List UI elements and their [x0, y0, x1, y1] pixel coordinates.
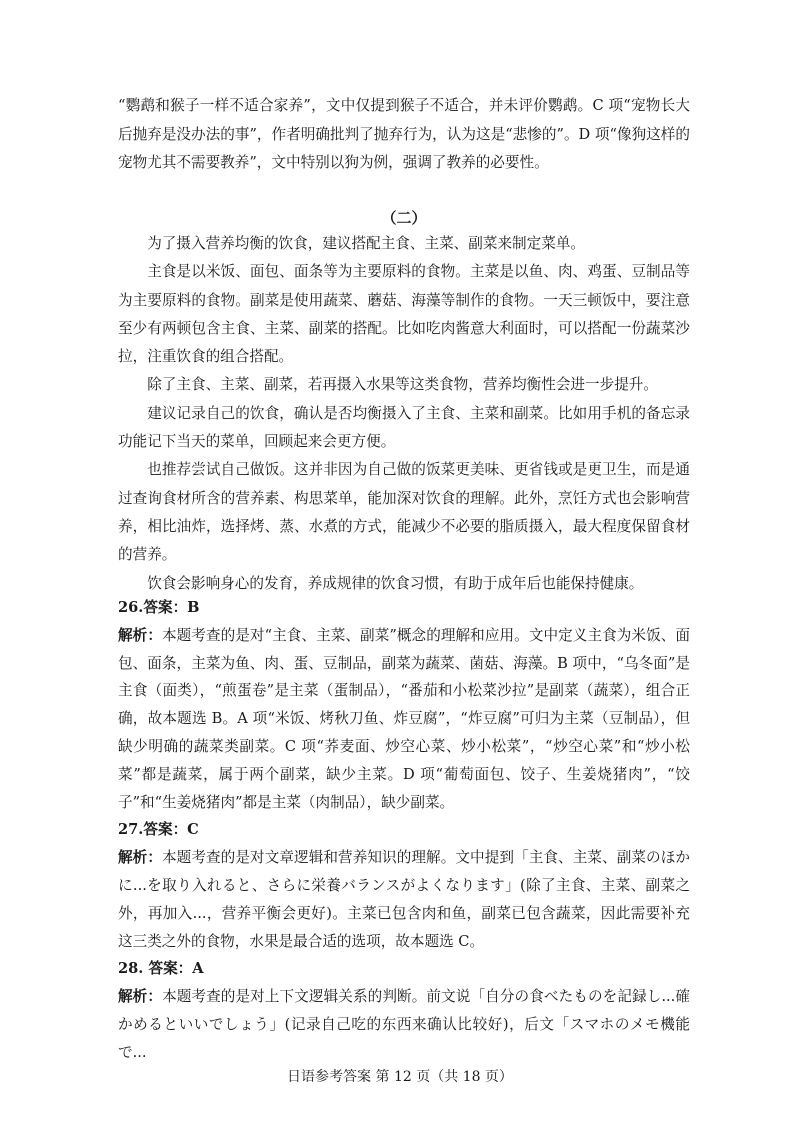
- analysis-26: [118, 622, 690, 817]
- passage-paragraph: 饮食会影响身心的发育，养成规律的饮食习惯，有助于成年后也能保持健康。: [147, 574, 644, 592]
- analysis-27: [118, 844, 690, 955]
- analysis-label: 解析：: [118, 626, 162, 644]
- analysis-28: [118, 983, 690, 1066]
- section-title: （二）: [381, 209, 427, 227]
- answer-section: [118, 594, 690, 1067]
- intro-paragraph: [118, 92, 690, 178]
- analysis-text: 本题考查的是对文章逻辑和营养知识的理解。文中提到「主食、主菜、副菜のほかに...を取り入れると、さらに栄養バランスがよくなります」(除了主食、主菜、副菜之外，再加入...，营养平衡会更好)。主菜已包含肉和鱼，副菜已包含蔬菜，因此需要补充这三类之外的食物，水果是最合适的选项，故本题选 C。: [118, 849, 690, 950]
- answer-heading-26: 26.答案：B: [118, 599, 200, 616]
- analysis-label: 解析：: [118, 849, 163, 867]
- analysis-text: 本题考查的是对上下文逻辑关系的判断。前文说「自分の食べたものを記録し...確かめるといいでしょう」(记录自己吃的东西来确认比较好)，后文「スマホのメモ機能で...: [118, 988, 690, 1061]
- analysis-label: 解析：: [118, 988, 163, 1006]
- reading-passage: [118, 230, 690, 598]
- passage-paragraph: 也推荐尝试自己做饭。这并非因为自己做的饭菜更美味、更省钱或是更卫生，而是通过查询食材所含的营养素、构思菜单，能加深对饮食的理解。此外，烹饪方式也会影响营养，相比油炸，选择烤、蒸、水煮的方式，能减少不必要的脂质摄入，最大程度保留食材的营养。: [118, 461, 690, 564]
- passage-paragraph: 建议记录自己的饮食，确认是否均衡摄入了主食、主菜和副菜。比如用手机的备忘录功能记下当天的菜单，回顾起来会更方便。: [118, 404, 690, 451]
- answer-heading-27: 27.答案：C: [118, 821, 199, 839]
- analysis-text: 本题考查的是对“主食、主菜、副菜”概念的理解和应用。文中定义主食为米饭、面包、面条，主菜为鱼、肉、蛋、豆制品，副菜为蔬菜、菌菇、海藻。B 项中，“乌冬面”是主食（面类），“煎蛋卷”是主菜（蛋制品），“番茄和小松菜沙拉”是副菜（蔬菜），组合正确，故本题选 B。A 项“米饭、烤秋刀鱼、炸豆腐”，“炸豆腐”可归为主菜（豆制品），但缺少明确的蔬菜类副菜。C 项“荞麦面、炒空心菜、炒小松菜”，“炒空心菜”和“炒小松菜”都是蔬菜，属于两个副菜，缺少主菜。D 项“葡萄面包、饺子、生姜烧猪肉”，“饺子”和“生姜烧猪肉”都是主菜（肉制品），缺少副菜。: [118, 626, 690, 811]
- passage-paragraph: 为了摄入营养均衡的饮食，建议搭配主食、主菜、副菜来制定菜单。: [147, 235, 586, 252]
- passage-paragraph: 主食是以米饭、面包、面条等为主要原料的食物。主菜是以鱼、肉、鸡蛋、豆制品等为主要原料的食物。副菜是使用蔬菜、蘑菇、海藻等制作的食物。一天三顿饭中，要注意至少有两顿包含主食、主菜、副菜的搭配。比如吃肉酱意大利面时，可以搭配一份蔬菜沙拉，注重饮食的组合搭配。: [118, 263, 690, 366]
- passage-paragraph: 除了主食、主菜、副菜，若再摄入水果等这类食物，营养均衡性会进一步提升。: [147, 376, 658, 394]
- answer-heading-28: 28. 答案：A: [118, 960, 204, 978]
- page-footer: 日语参考答案 第 12 页（共 18 页）: [287, 1069, 513, 1085]
- intro-text: “鹦鹉和猴子一样不适合家养”，文中仅提到猴子不适合，并未评价鹦鹉。C 项“宠物长大后抛弃是没办法的事”，作者明确批判了抛弃行为，认为这是“悲惨的”。D 项“像狗这样的宠物尤其不需要教养”，文中特别以狗为例，强调了教养的必要性。: [118, 97, 690, 171]
